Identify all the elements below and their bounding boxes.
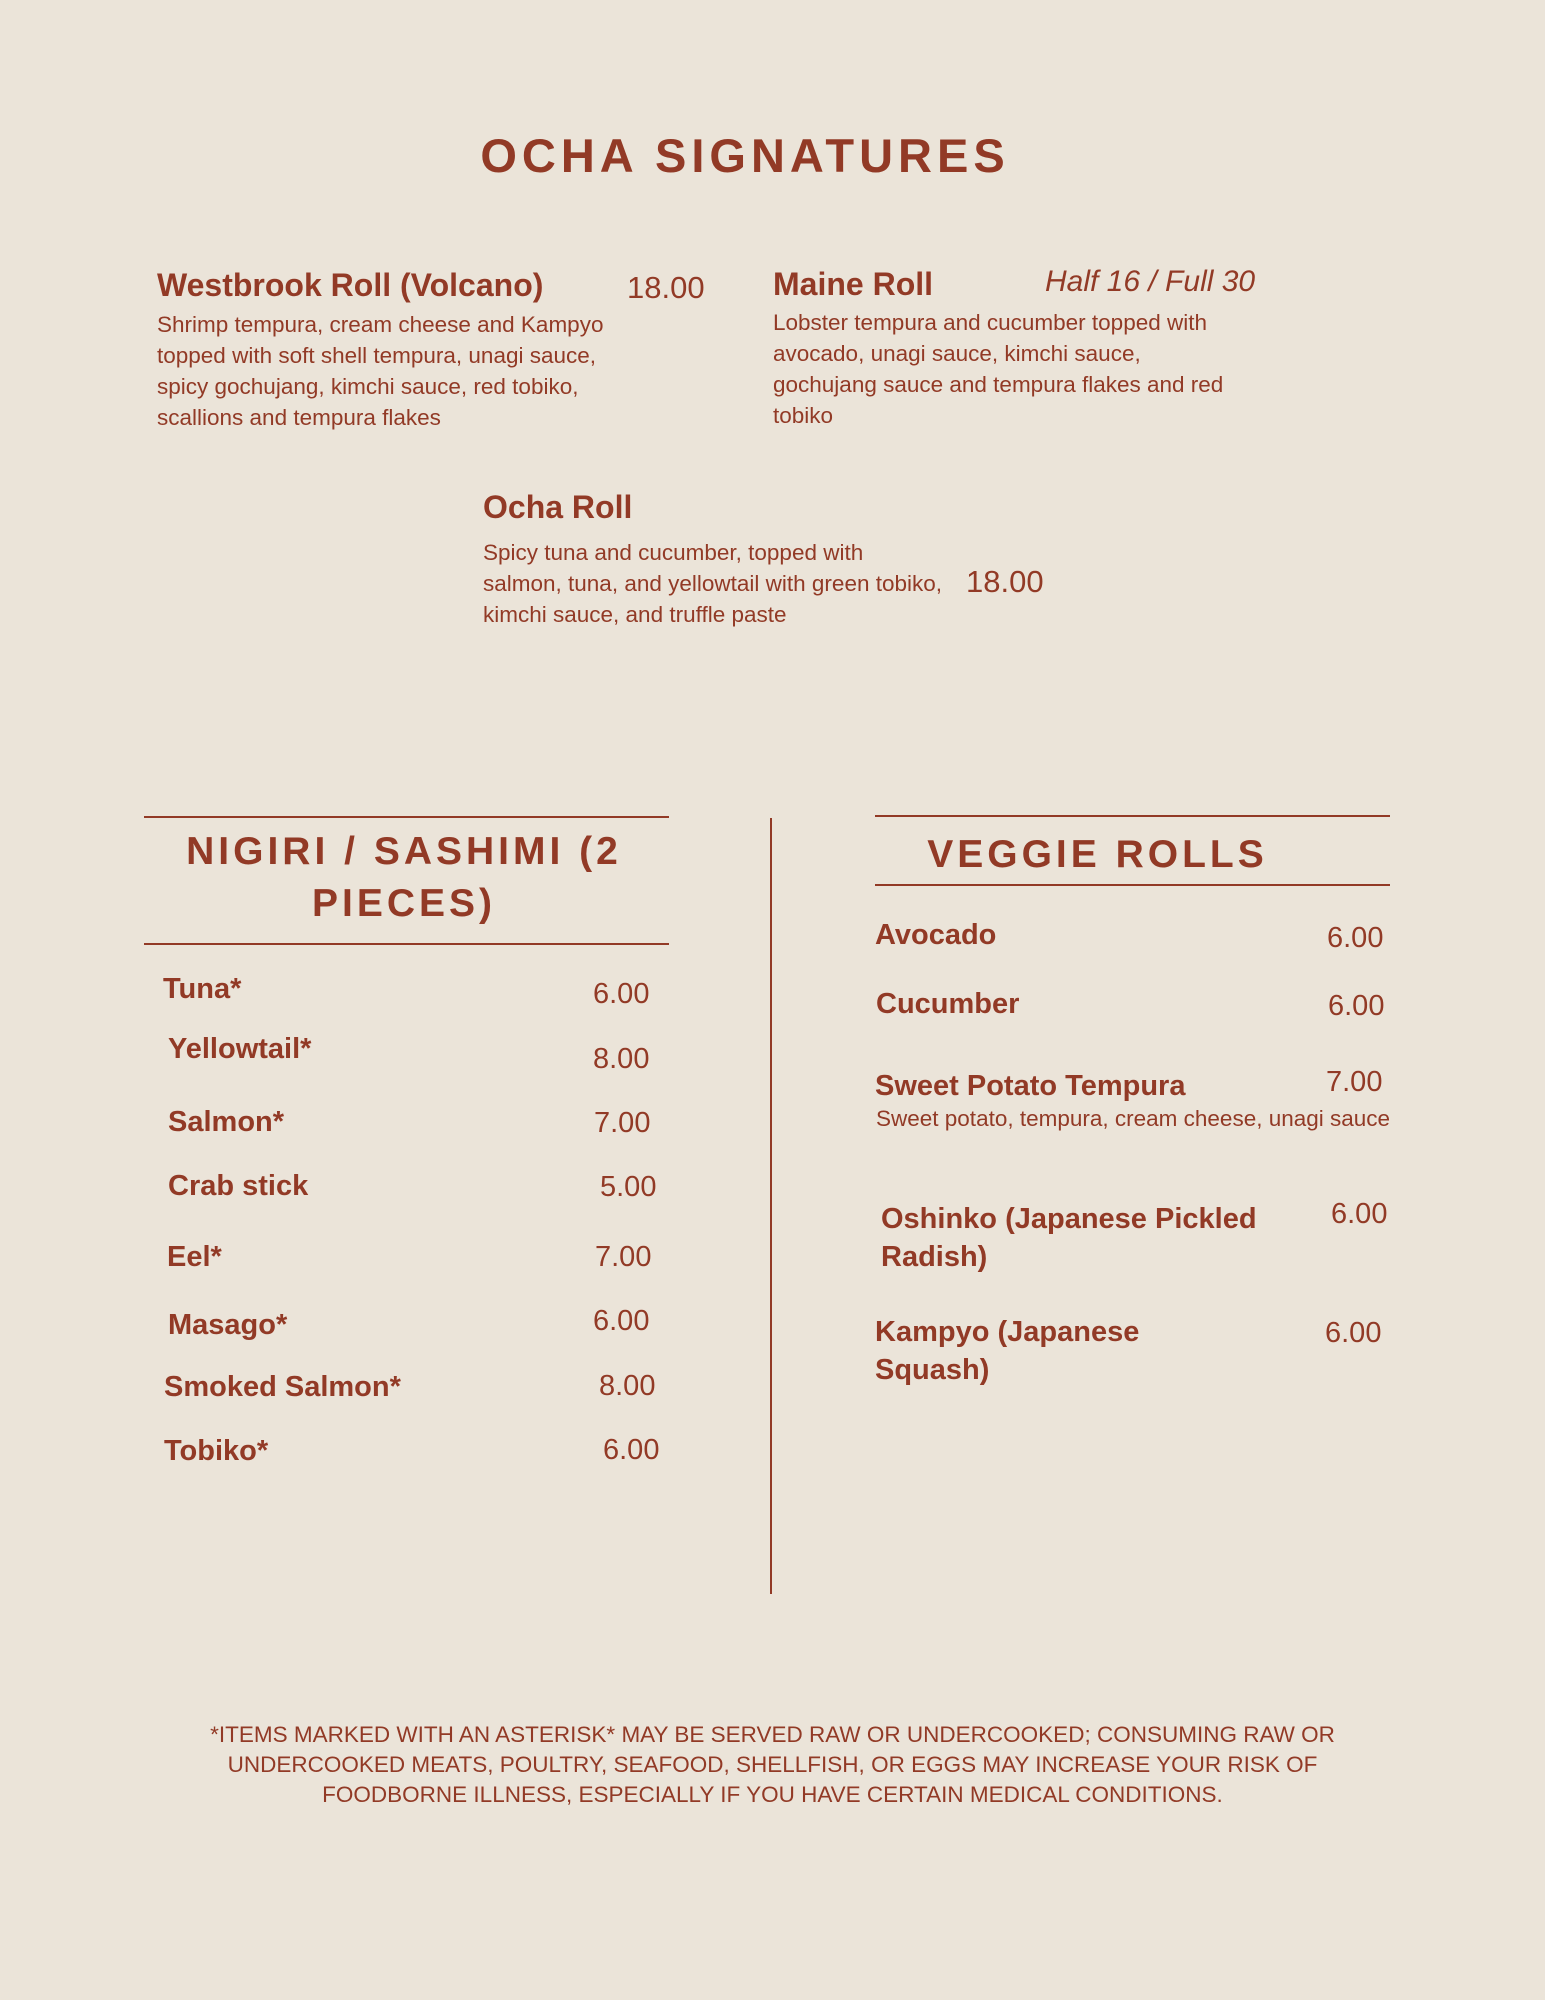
raw-food-disclaimer: *ITEMS MARKED WITH AN ASTERISK* MAY BE SERVED RAW OR UNDERCOOKED; CONSUMING RAW OR UNDERCOOKED MEATS, POULTRY, SEAFOOD, SHELLFISH, OR EGGS MAY INCREASE YOUR RISK OF FOODBORNE ILLNESS, ESPECIALLY IF YOU HAVE CERTAIN MEDICAL CONDITIONS. — [210, 1722, 1335, 1807]
maine-roll-name: Maine Roll — [773, 266, 934, 302]
veggie-item-name: Avocado — [875, 919, 997, 951]
westbrook-roll-description: Shrimp tempura, cream cheese and Kampyo topped with soft shell tempura, unagi sauce, spicy gochujang, kimchi sauce, red tobiko, scallions and tempura flakes — [157, 312, 604, 430]
veggie-item-name: Sweet Potato Tempura — [875, 1070, 1186, 1102]
nigiri-item-price: 5.00 — [600, 1171, 657, 1203]
ocha-roll-description: Spicy tuna and cucumber, topped with salmon, tuna, and yellowtail with green tobiko, kimchi sauce, and truffle paste — [483, 540, 943, 627]
ocha-roll-price: 18.00 — [966, 564, 1044, 599]
veggie-top-rule — [875, 815, 1390, 817]
nigiri-item-name: Masago* — [168, 1309, 288, 1341]
nigiri-section-title: NIGIRI / SASHIMI (2 PIECES) — [186, 830, 622, 925]
nigiri-item-price: 7.00 — [594, 1107, 651, 1139]
westbrook-roll-price: 18.00 — [627, 270, 705, 305]
nigiri-item-price: 7.00 — [595, 1241, 652, 1273]
veggie-section-title: VEGGIE ROLLS — [927, 833, 1268, 876]
nigiri-top-rule — [144, 816, 669, 818]
veggie-item-name: Oshinko (Japanese Pickled Radish) — [881, 1203, 1257, 1273]
veggie-item-description: Sweet potato, tempura, cream cheese, unagi sauce — [876, 1106, 1391, 1131]
nigiri-item-price: 6.00 — [593, 978, 650, 1010]
nigiri-item-name: Smoked Salmon* — [164, 1371, 401, 1403]
veggie-item-price: 6.00 — [1327, 922, 1384, 954]
nigiri-item-name: Crab stick — [168, 1170, 309, 1202]
nigiri-item-name: Yellowtail* — [168, 1033, 312, 1065]
veggie-item-name: Kampyo (Japanese Squash) — [875, 1316, 1140, 1386]
nigiri-item-price: 6.00 — [603, 1434, 660, 1466]
veggie-item-name: Cucumber — [876, 988, 1020, 1020]
nigiri-item-name: Eel* — [167, 1241, 222, 1273]
page-title: OCHA SIGNATURES — [480, 129, 1010, 182]
nigiri-item-price: 8.00 — [599, 1370, 656, 1402]
nigiri-item-price: 6.00 — [593, 1305, 650, 1337]
westbrook-roll-name: Westbrook Roll (Volcano) — [157, 267, 544, 303]
veggie-item-price: 7.00 — [1326, 1066, 1383, 1098]
column-divider — [770, 818, 772, 1594]
maine-roll-description: Lobster tempura and cucumber topped with avocado, unagi sauce, kimchi sauce, gochujang sauce and tempura flakes and red tobiko — [773, 310, 1224, 428]
nigiri-item-price: 8.00 — [593, 1043, 650, 1075]
maine-roll-price: Half 16 / Full 30 — [1045, 265, 1256, 298]
veggie-item-price: 6.00 — [1325, 1317, 1382, 1349]
nigiri-item-name: Tuna* — [163, 973, 242, 1005]
veggie-bottom-rule — [875, 884, 1390, 886]
veggie-item-price: 6.00 — [1328, 990, 1385, 1022]
nigiri-bottom-rule — [144, 943, 669, 945]
veggie-item-price: 6.00 — [1331, 1198, 1388, 1230]
nigiri-item-name: Salmon* — [168, 1106, 285, 1138]
ocha-roll-name: Ocha Roll — [483, 489, 633, 525]
nigiri-item-name: Tobiko* — [164, 1435, 269, 1467]
